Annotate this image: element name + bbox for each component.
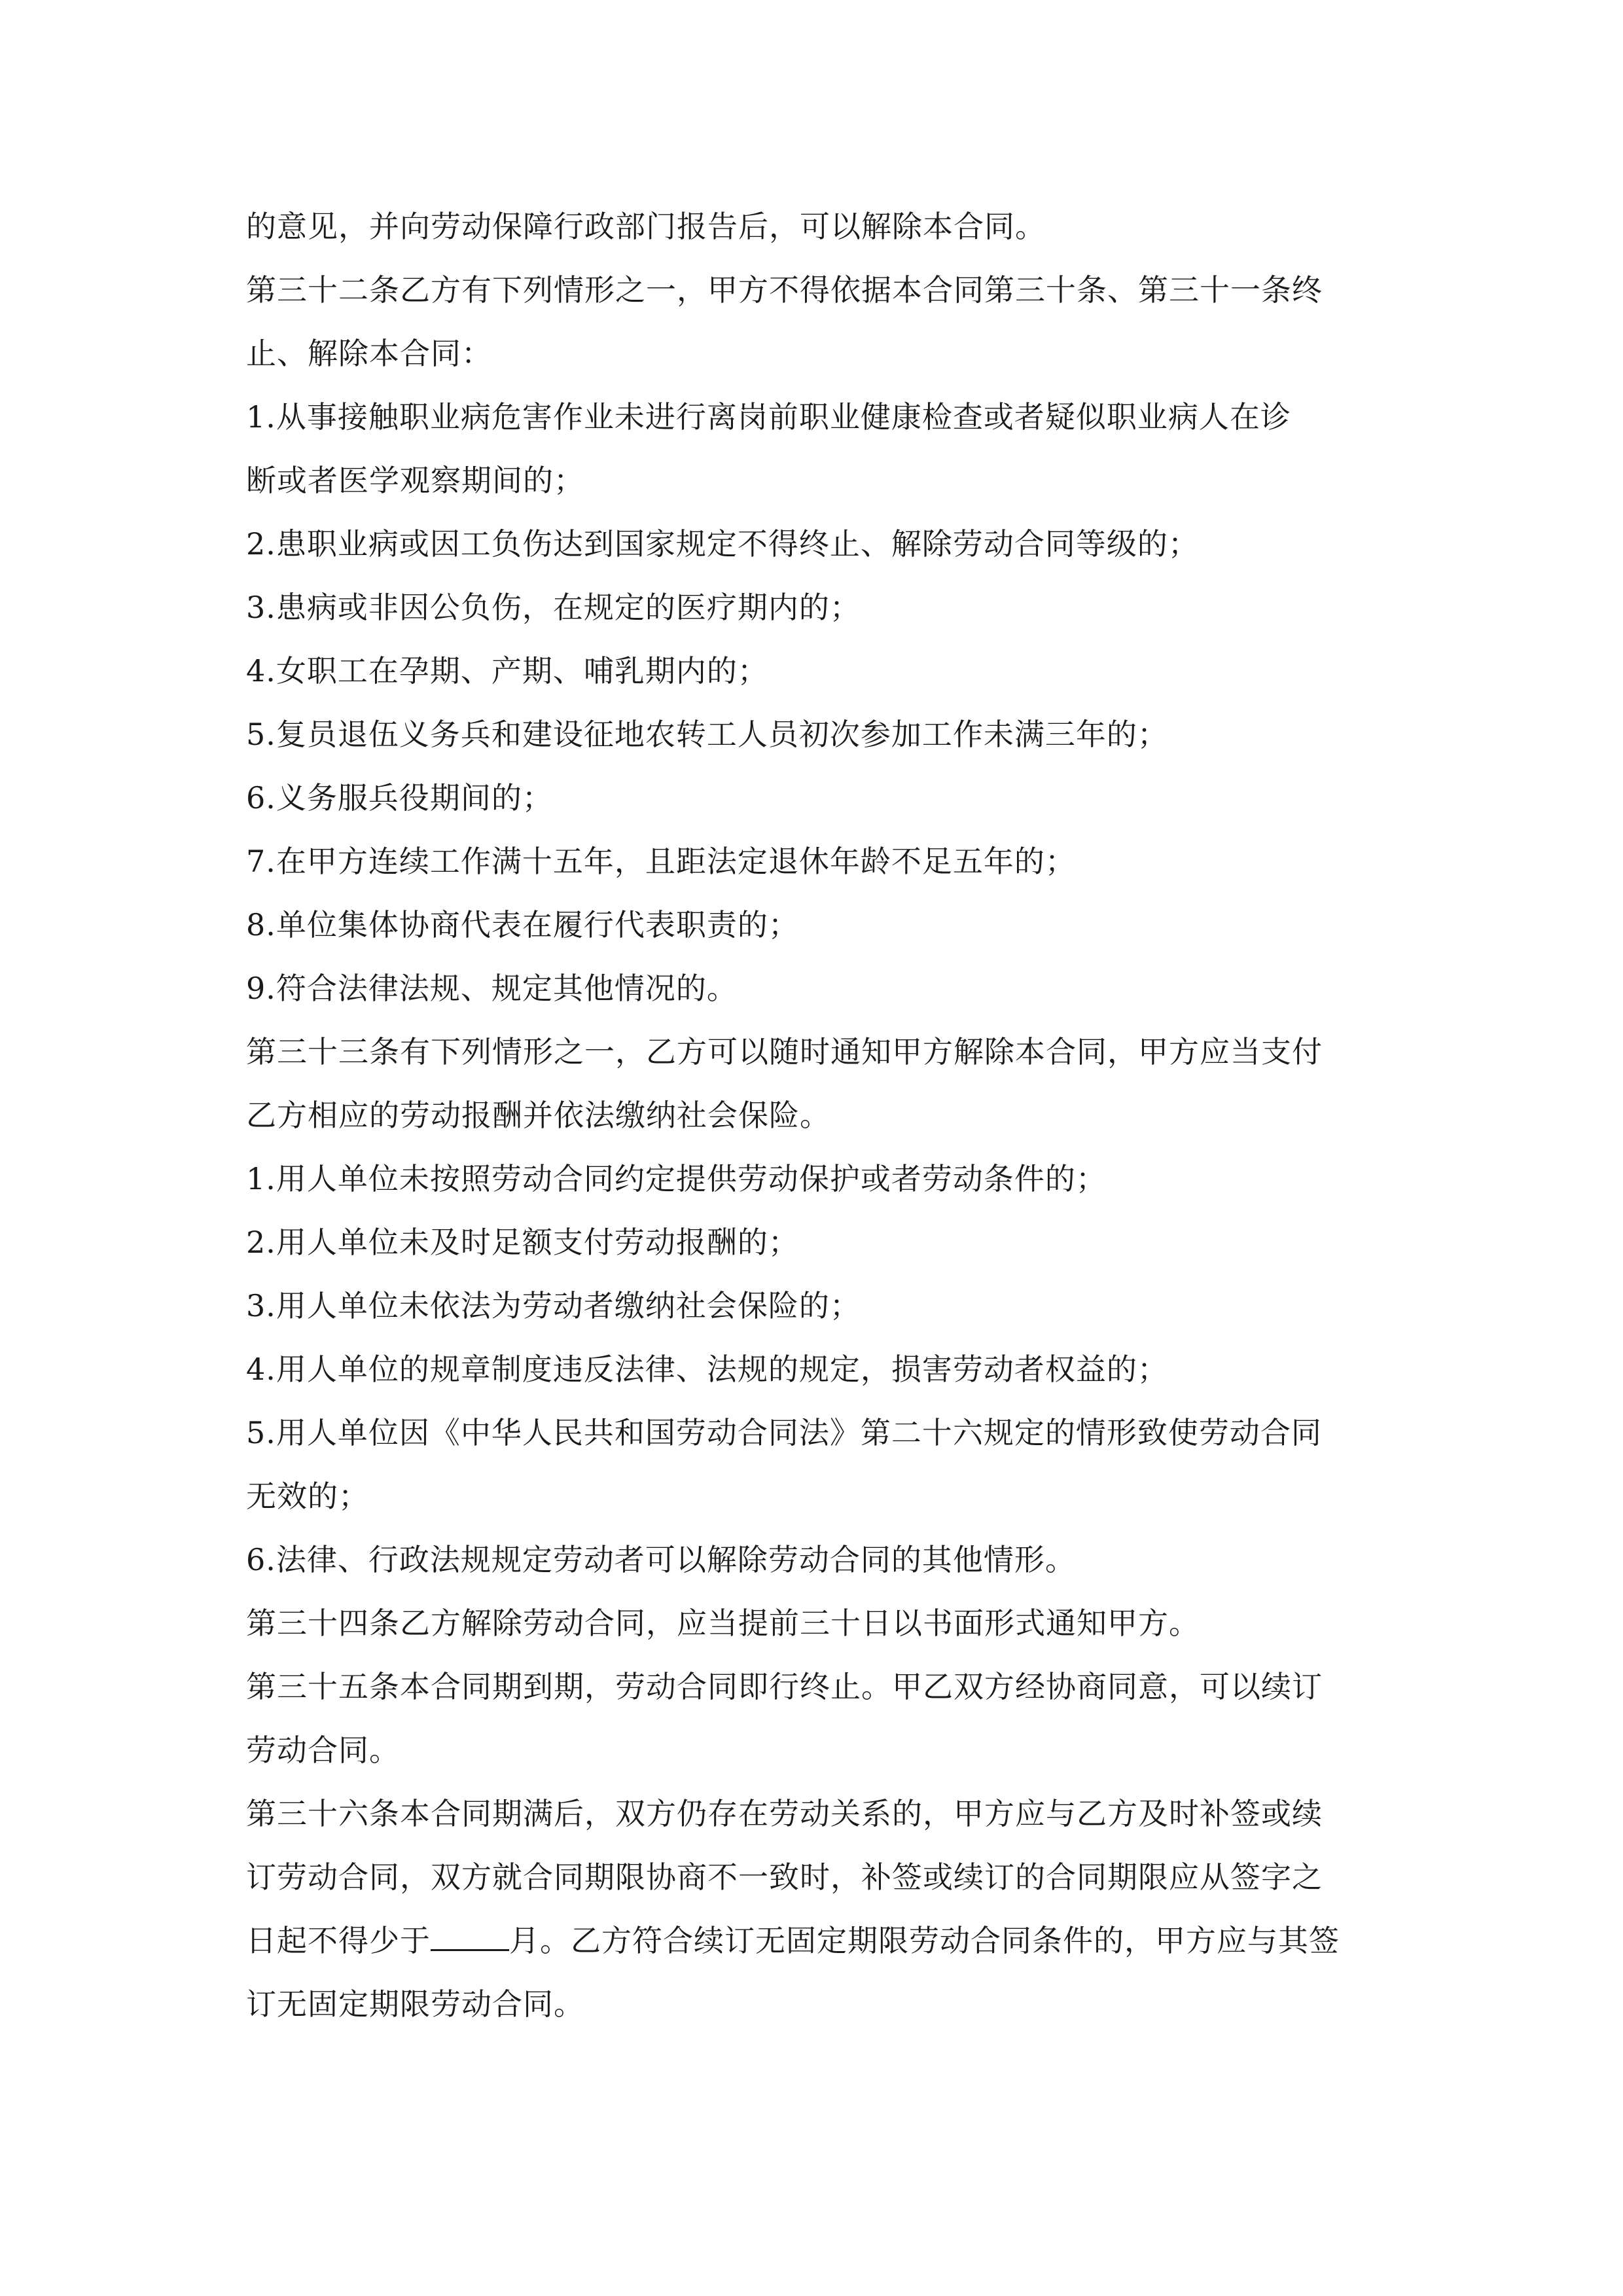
- text-line: 2.患职业病或因工负伤达到国家规定不得终止、解除劳动合同等级的；: [246, 526, 1199, 562]
- text-line: 的意见，并向劳动保障行政部门报告后，可以解除本合同。: [246, 209, 1046, 244]
- text-line: 第三十三条有下列情形之一，乙方可以随时通知甲方解除本合同，甲方应当支付: [246, 1034, 1323, 1069]
- text-line: 订劳动合同，双方就合同期限协商不一致时，补签或续订的合同期限应从签字之: [246, 1859, 1323, 1895]
- text-line: 4.女职工在孕期、产期、哺乳期内的；: [246, 653, 768, 689]
- text-line-with-blank: [246, 1909, 1378, 1973]
- text-line: 3.用人单位未依法为劳动者缴纳社会保险的；: [246, 1288, 861, 1323]
- text-line: 9.符合法律法规、规定其他情况的。: [246, 971, 738, 1006]
- text-line: 无效的；: [246, 1479, 369, 1514]
- text-line: 1.从事接触职业病危害作业未进行离岗前职业健康检查或者疑似职业病人在诊: [246, 399, 1291, 435]
- text-before-blank: 日起不得少于: [246, 1923, 431, 1958]
- text-line: 8.单位集体协商代表在履行代表职责的；: [246, 907, 799, 942]
- text-line: 第三十五条本合同期到期，劳动合同即行终止。甲乙双方经协商同意，可以续订: [246, 1669, 1323, 1704]
- text-line: 断或者医学观察期间的；: [246, 463, 584, 498]
- fill-in-blank: [431, 1923, 509, 1951]
- text-line: 止、解除本合同：: [246, 336, 492, 371]
- contract-text: [246, 195, 1378, 2036]
- text-line: 第三十四条乙方解除劳动合同，应当提前三十日以书面形式通知甲方。: [246, 1605, 1200, 1641]
- text-line: 1.用人单位未按照劳动合同约定提供劳动保护或者劳动条件的；: [246, 1161, 1107, 1196]
- text-line: 第三十二条乙方有下列情形之一，甲方不得依据本合同第三十条、第三十一条终: [246, 272, 1323, 308]
- text-line: 4.用人单位的规章制度违反法律、法规的规定，损害劳动者权益的；: [246, 1352, 1168, 1387]
- text-line: 乙方相应的劳动报酬并依法缴纳社会保险。: [246, 1098, 830, 1133]
- text-line: 3.患病或非因公负伤，在规定的医疗期内的；: [246, 590, 861, 625]
- text-line: 订无固定期限劳动合同。: [246, 1986, 584, 2022]
- text-line: 7.在甲方连续工作满十五年，且距法定退休年龄不足五年的；: [246, 844, 1076, 879]
- text-line: 5.复员退伍义务兵和建设征地农转工人员初次参加工作未满三年的；: [246, 717, 1168, 752]
- text-line: 2.用人单位未及时足额支付劳动报酬的；: [246, 1225, 799, 1260]
- text-line: 6.义务服兵役期间的；: [246, 780, 553, 816]
- text-line: 6.法律、行政法规规定劳动者可以解除劳动合同的其他情形。: [246, 1542, 1076, 1577]
- text-line: 5.用人单位因《中华人民共和国劳动合同法》第二十六规定的情形致使劳动合同: [246, 1415, 1322, 1450]
- text-after-blank: 月。乙方符合续订无固定期限劳动合同条件的，甲方应与其签: [509, 1923, 1340, 1958]
- text-line: 劳动合同。: [246, 1732, 400, 1768]
- text-line: 第三十六条本合同期满后，双方仍存在劳动关系的，甲方应与乙方及时补签或续: [246, 1796, 1323, 1831]
